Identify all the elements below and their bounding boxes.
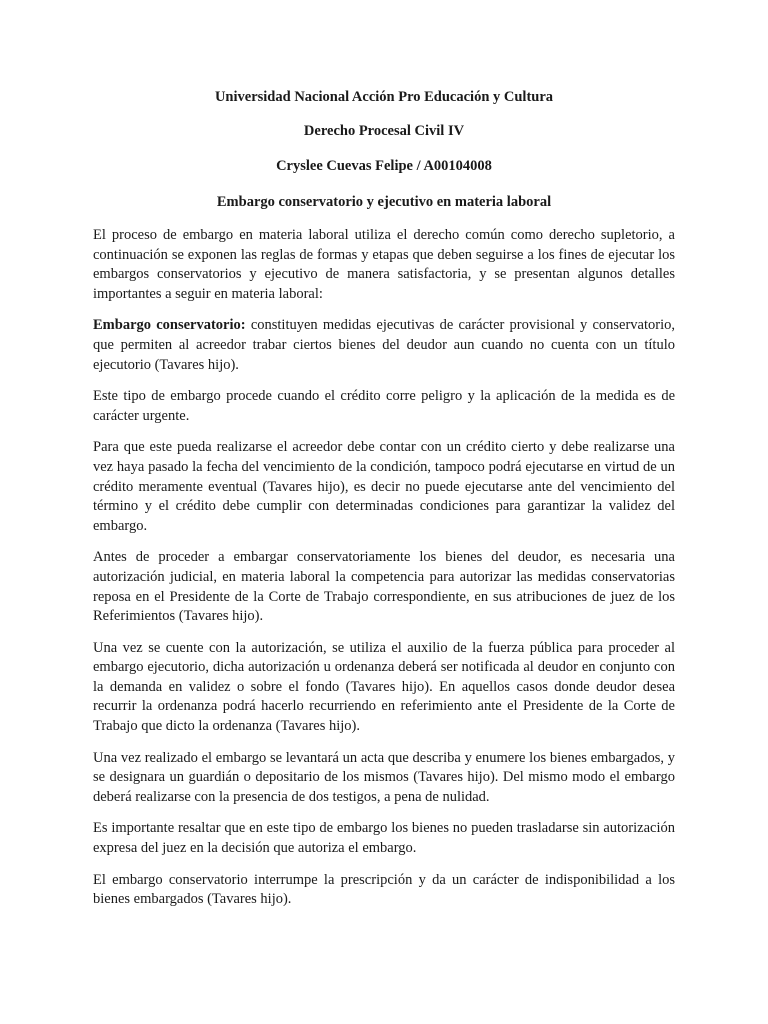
paragraph-lead-term: Embargo conservatorio:	[93, 317, 246, 334]
paragraph-definition: constituyen medidas ejecutivas de carácter provisional y conservatorio, que permiten al acreedor trabar ciertos bienes del deudor aun cuando no cuenta con un título ejecutorio (Tavares hijo).	[93, 317, 676, 373]
paragraph-embargo-conservatorio	[93, 316, 675, 375]
paragraph-intro: El proceso de embargo en materia laboral utiliza el derecho común como derecho supletorio, a continuación se exponen las reglas de formas y etapas que deben seguirse a los fines de ejecutar los embargos conservatorios y ejecutivo de manera satisfactoria, y se presentan algunos detalles importantes a seguir en materia laboral:	[93, 227, 675, 302]
paragraph-procedencia: Este tipo de embargo procede cuando el crédito corre peligro y la aplicación de la medida es de carácter urgente.	[93, 388, 675, 424]
paragraph-autorizacion: Antes de proceder a embargar conservatoriamente los bienes del deudor, es necesaria una autorización judicial, en materia laboral la competencia para autorizar las medidas conservatorias reposa en el Presidente de la Corte de Trabajo correspondiente, en sus atribuciones de juez de los Referimientos (Tavares hijo).	[93, 549, 675, 625]
document-body	[93, 226, 675, 922]
paragraph-prescripcion: El embargo conservatorio interrumpe la prescripción y da un carácter de indisponibilidad a los bienes embargados (Tavares hijo).	[93, 871, 675, 908]
document-title: Embargo conservatorio y ejecutivo en materia laboral	[216, 194, 552, 210]
paragraph-ejecucion: Una vez se cuente con la autorización, se utiliza el auxilio de la fuerza pública para proceder al embargo ejecutorio, dicha autorización u ordenanza deberá ser notificada al deudor en conjunto con la demanda en validez o sobre el fondo (Tavares hijo). En aquellos casos donde deudor desea recurrir la ordenanza podrá hacerlo recurriendo en referimiento ante el Presidente de la Corte de Trabajo que dicto la ordenanza (Tavares hijo).	[93, 639, 675, 735]
paragraph-traslado: Es importante resaltar que en este tipo de embargo los bienes no pueden trasladarse sin autorización expresa del juez en la decisión que autoriza el embargo.	[93, 820, 675, 857]
paragraph-requisitos: Para que este pueda realizarse el acreedor debe contar con un crédito cierto y debe realizarse una vez haya pasado la fecha del vencimiento de la condición, tampoco podrá ejecutarse en virtud de un crédito meramente eventual (Tavares hijo), es decir no puede ejecutarse ante del vencimiento del término y el crédito debe cumplir con determinadas condiciones para garantizar la validez del embargo.	[93, 439, 675, 534]
course-name: Derecho Procesal Civil IV	[303, 123, 465, 139]
paragraph-acta: Una vez realizado el embargo se levantará un acta que describa y enumere los bienes embargados, y se designara un guardián o depositario de los mismos (Tavares hijo). Del mismo modo el embargo deberá realizarse con la presencia de dos testigos, a pena de nulidad.	[93, 749, 675, 805]
university-name: Universidad Nacional Acción Pro Educación y Cultura	[214, 89, 554, 105]
student-name-id: Cryslee Cuevas Felipe / A00104008	[276, 158, 492, 174]
